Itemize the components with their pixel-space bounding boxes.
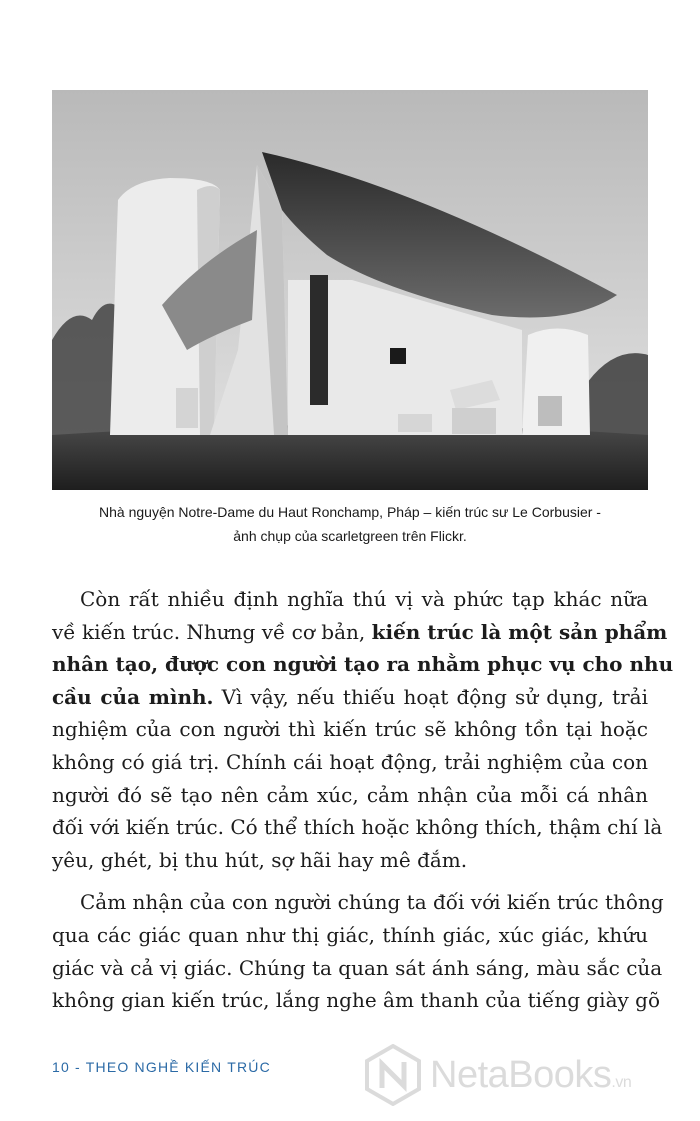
watermark-brand <box>430 1054 631 1097</box>
photo-caption <box>52 500 648 548</box>
text-line: nhân tạo, được con người tạo ra nhằm phục vụ cho nhu <box>52 652 674 677</box>
text-line: người đó sẽ tạo nên cảm xúc, cảm nhận của mỗi cá nhân <box>52 782 648 807</box>
text-line: qua các giác quan như thị giác, thính giác, xúc giác, khứu <box>52 922 648 947</box>
watermark-brand-name: NetaBooks <box>430 1054 612 1096</box>
text-line <box>52 681 648 714</box>
text-line: giác và cả vị giác. Chúng ta quan sát ánh sáng, màu sắc của <box>52 955 663 980</box>
netabooks-watermark <box>364 1044 684 1106</box>
caption-line-2: ảnh chụp của scarletgreen trên Flickr. <box>233 528 467 544</box>
text-line: Cảm nhận của con người chúng ta đối với kiến trúc thông <box>80 890 664 915</box>
watermark-suffix: .vn <box>611 1074 632 1091</box>
text-line: đối với kiến trúc. Có thể thích hoặc không thích, thậm chí là <box>52 815 663 840</box>
text-line <box>52 616 668 649</box>
text-run: Vì vậy, nếu thiếu hoạt động sử dụng, trải <box>213 684 648 709</box>
text-line: không có giá trị. Chính cái hoạt động, trải nghiệm của con <box>52 749 648 774</box>
text-line: không gian kiến trúc, lắng nghe âm thanh của tiếng giày gõ <box>52 988 660 1013</box>
text-run: về kiến trúc. Nhưng về cơ bản, <box>52 619 372 644</box>
paragraph-1 <box>52 583 674 876</box>
bold-text-run: cầu của mình. <box>52 684 214 709</box>
ronchamp-chapel-photo <box>52 90 648 490</box>
text-line: nghiệm của con người thì kiến trúc sẽ không tồn tại hoặc <box>52 717 648 742</box>
text-line: Còn rất nhiều định nghĩa thú vị và phức tạp khác nữa <box>80 587 648 611</box>
text-line: yêu, ghét, bị thu hút, sợ hãi hay mê đắm. <box>52 847 468 872</box>
page-footer: 10 - THEO NGHỀ KIẾN TRÚC <box>52 1059 271 1075</box>
body-text <box>52 583 674 1017</box>
caption-line-1: Nhà nguyện Notre-Dame du Haut Ronchamp, Pháp – kiến trúc sư Le Corbusier - <box>99 504 601 520</box>
bold-text-run: kiến trúc là một sản phẩm <box>371 619 668 644</box>
netabooks-logo-icon <box>364 1044 422 1106</box>
paragraph-2 <box>52 886 664 1016</box>
